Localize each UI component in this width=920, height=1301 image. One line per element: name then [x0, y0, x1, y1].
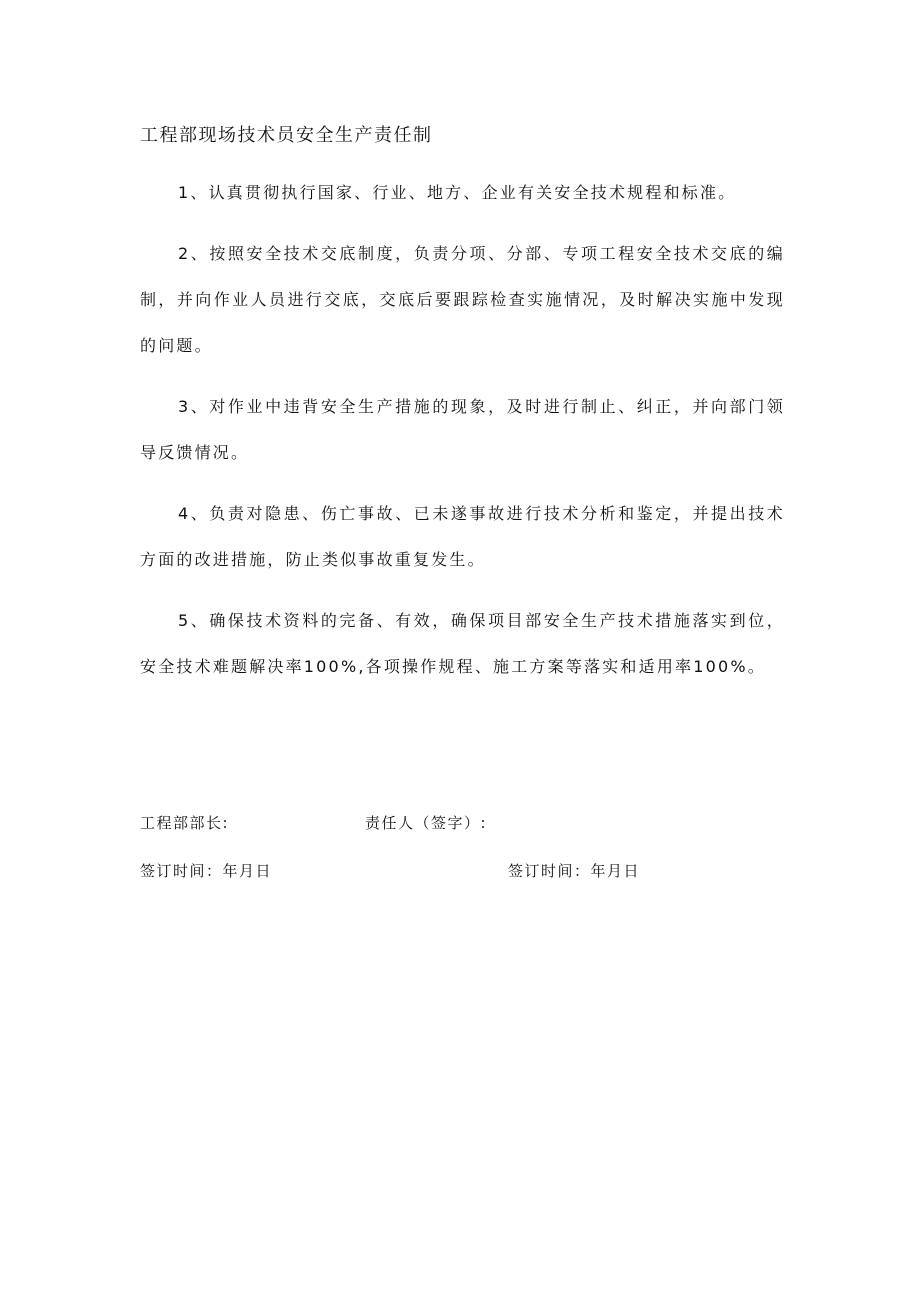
- clause-2: 2、按照安全技术交底制度，负责分项、分部、专项工程安全技术交底的编制，并向作业人员进行交底，交底后要跟踪检查实施情况，及时解决实施中发现的问题。: [140, 244, 785, 355]
- clause-1: 1、认真贯彻执行国家、行业、地方、企业有关安全技术规程和标准。: [178, 183, 737, 202]
- clause-5: 5、确保技术资料的完备、有效，确保项目部安全生产技术措施落实到位，安全技术难题解决率100%,各项操作规程、施工方案等落实和适用率100%。: [140, 611, 785, 676]
- document-title: 工程部现场技术员安全生产责任制: [140, 125, 433, 146]
- sign-date-left: 签订时间：年月日: [140, 862, 273, 880]
- responsible-person-label: 责任人（签字）:: [365, 814, 488, 832]
- sign-date-right: 签订时间：年月日: [508, 862, 641, 880]
- clause-3: 3、对作业中违背安全生产措施的现象，及时进行制止、纠正，并向部门领导反馈情况。: [140, 397, 785, 462]
- signature-row: [140, 812, 488, 834]
- clause-4: 4、负责对隐患、伤亡事故、已未遂事故进行技术分析和鉴定，并提出技术方面的改进措施，防止类似事故重复发生。: [140, 504, 785, 569]
- clause-list: [140, 170, 785, 705]
- sign-date-row: [140, 860, 641, 882]
- department-head-label: 工程部部长:: [140, 814, 230, 832]
